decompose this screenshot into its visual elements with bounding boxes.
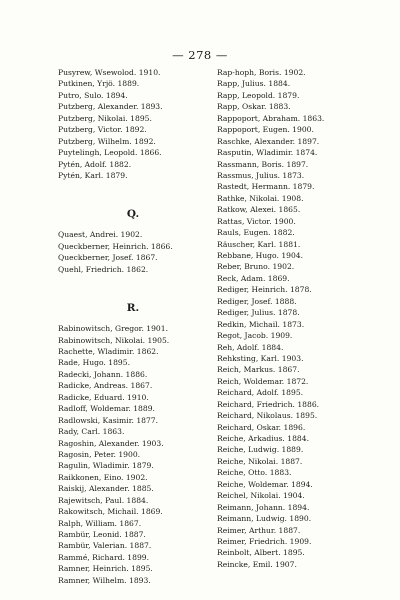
list-item: Rattas, Victor. 1900. — [217, 216, 296, 226]
list-item: Pusyrew, Wsewolod. 1910. — [58, 68, 161, 77]
list-item: Reiche, Nikolai. 1887. — [217, 456, 303, 466]
list-item: Radecki, Johann. 1886. — [58, 369, 148, 379]
list-item: Ramner, Heinrich. 1895. — [58, 564, 153, 574]
list-item: Rastedt, Hermann. 1879. — [217, 182, 315, 192]
list-item: Queckberner, Josef. 1867. — [58, 253, 158, 263]
list-item: Queckberner, Heinrich. 1866. — [58, 241, 173, 251]
list-item: Rambür, Leonid. 1887. — [58, 530, 146, 539]
list-item: Rauls, Eugen. 1882. — [217, 228, 295, 238]
list-item: Rediger, Heinrich. 1878. — [217, 285, 312, 295]
list-item: Rambür, Valerian. 1887. — [58, 541, 152, 551]
list-item: Reichel, Nikolai. 1904. — [217, 491, 305, 501]
list-item: Pytén, Adolf. 1882. — [58, 159, 132, 169]
list-item: Radicke, Andreas. 1867. — [58, 381, 153, 391]
list-item: Regot, Jacob. 1909. — [217, 331, 293, 341]
list-item: Reiche, Arkadius. 1884. — [217, 434, 309, 443]
list-item: Rappoport, Abraham. 1863. — [217, 113, 325, 123]
list-item: Reiche, Otto. 1883. — [217, 468, 292, 478]
list-item: Raschke, Alexander. 1897. — [217, 136, 320, 146]
list-item: Rehksting, Karl. 1903. — [217, 353, 304, 363]
list-item: Reck, Adam. 1869. — [217, 273, 290, 283]
list-item: Ratkow, Alexei. 1865. — [217, 205, 301, 215]
list-item: Reich, Markus. 1867. — [217, 365, 300, 375]
list-item: Quaest, Andrei. 1902. — [58, 230, 143, 240]
list-item: Radicke, Eduard. 1910. — [58, 392, 149, 402]
list-item: Ralph, William. 1867. — [58, 518, 142, 528]
list-item: Rapp, Oskar. 1883. — [217, 102, 291, 112]
list-item: Pytén, Karl. 1879. — [58, 170, 128, 180]
list-item: Rady, Carl. 1863. — [58, 427, 125, 437]
q-entries — [58, 229, 208, 275]
list-item: Radloff, Woldemar. 1889. — [58, 404, 155, 414]
list-item: Reimer, Friedrich. 1909. — [217, 536, 312, 546]
list-item: Rediger, Julius. 1878. — [217, 308, 300, 318]
section-heading-r: R. — [126, 302, 140, 315]
r-entries — [58, 323, 208, 586]
list-item: Rabinowitsch, Gregor. 1901. — [58, 324, 169, 334]
list-item: Rammé, Richard. 1899. — [58, 552, 150, 562]
list-item: Putzberg, Alexander. 1893. — [58, 102, 163, 112]
list-item: Putzberg, Nikolai. 1895. — [58, 113, 152, 123]
list-item: Reichard, Friedrich. 1886. — [217, 399, 320, 409]
list-item: Radlowski, Kasimir. 1877. — [58, 415, 159, 425]
list-item: Reimann, Ludwig. 1890. — [217, 514, 312, 524]
list-item: Reimann, Johann. 1894. — [217, 502, 310, 512]
p-entries — [58, 67, 208, 181]
list-item: Rabinowitsch, Nikolai. 1905. — [58, 335, 170, 345]
list-item: Ragoshin, Alexander. 1903. — [58, 438, 164, 448]
list-item: Puytelingh, Leopold. 1866. — [58, 148, 162, 158]
list-item: Rassmann, Boris. 1897. — [217, 159, 309, 169]
list-item: Raiskij, Alexander. 1885. — [58, 484, 154, 494]
list-item: Reich, Woldemar. 1872. — [217, 376, 309, 386]
list-item: Rasputin, Wladimir. 1874. — [217, 148, 318, 158]
list-item: Rebbane, Hugo. 1904. — [217, 251, 304, 260]
list-item: Raikkonen, Eino. 1902. — [58, 472, 148, 482]
list-item: Reiche, Woldemar. 1894. — [217, 479, 313, 489]
list-item: Reincke, Emil. 1907. — [217, 559, 297, 569]
list-item: Redkin, Michail. 1873. — [217, 319, 305, 329]
left-column — [58, 67, 208, 586]
list-item: Reber, Bruno. 1902. — [217, 262, 295, 272]
list-item: Rapp, Leopold. 1879. — [217, 90, 300, 100]
list-item: Reichard, Nikolaus. 1895. — [217, 411, 318, 421]
list-item: Putkinen, Yrjö. 1889. — [58, 79, 140, 89]
list-item: Putro, Sulo. 1894. — [58, 90, 128, 100]
list-item: Rachette, Wladimir. 1862. — [58, 347, 159, 356]
list-item: Reichard, Adolf. 1895. — [217, 388, 304, 398]
right-column — [217, 67, 367, 570]
list-item: Reiche, Ludwig. 1889. — [217, 445, 304, 455]
list-item: Reh, Adolf. 1884. — [217, 342, 284, 352]
list-item: Rade, Hugo. 1895. — [58, 358, 130, 368]
list-item: Rediger, Josef. 1888. — [217, 296, 297, 306]
list-item: Räuscher, Karl. 1881. — [217, 239, 301, 249]
list-item: Ragosin, Peter. 1900. — [58, 449, 141, 459]
list-item: Quehl, Friedrich. 1862. — [58, 264, 149, 274]
list-item: Putzberg, Wilhelm. 1892. — [58, 136, 156, 146]
list-item: Ramner, Wilhelm. 1893. — [58, 575, 151, 585]
list-item: Reichard, Oskar. 1896. — [217, 422, 306, 432]
list-item: Rap-hoph, Boris. 1902. — [217, 68, 306, 77]
list-item: Ragulin, Wladimir. 1879. — [58, 461, 154, 471]
list-item: Rassmus, Julius. 1873. — [217, 170, 305, 180]
list-item: Reimer, Arthur. 1887. — [217, 525, 301, 535]
section-heading-q: Q. — [126, 208, 140, 221]
list-item: Rakowitsch, Michail. 1869. — [58, 507, 163, 517]
page-number: — 278 — — [172, 48, 228, 62]
list-item: Reinbolt, Albert. 1895. — [217, 548, 305, 558]
list-item: Rappoport, Eugen. 1900. — [217, 125, 314, 135]
list-item: Rapp, Julius. 1884. — [217, 79, 291, 89]
list-item: Putzberg, Victor. 1892. — [58, 125, 147, 135]
list-item: Rathke, Nikolai. 1908. — [217, 193, 304, 203]
list-item: Rajewitsch, Paul. 1884. — [58, 495, 149, 505]
